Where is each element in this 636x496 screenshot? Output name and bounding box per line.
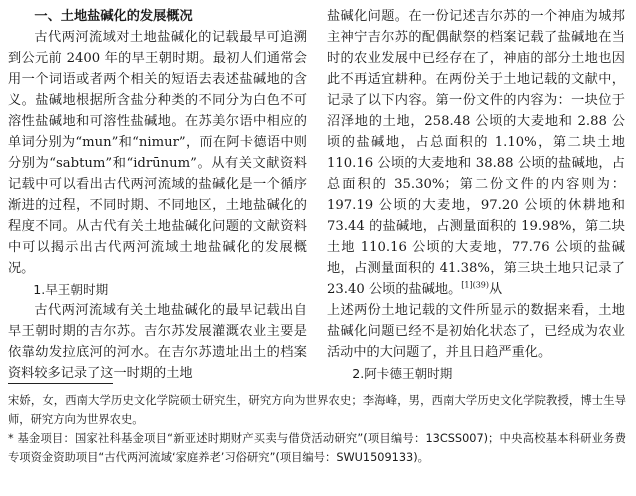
paragraph-records-tail: 从 (489, 282, 503, 297)
citation-marker: [1](39) (461, 280, 490, 290)
left-column (8, 6, 307, 384)
subheading-akkad: 2.阿卡德王朝时期 (352, 366, 453, 381)
footnote-funding: * 基金项目：国家社科基金项目“新亚述时期财产买卖与借贷活动研究”(项目编号：13CSS007)；中央高校基本科研业务费专项资金资助项目“古代两河流域‘家庭养老’习俗研究”(项目编号：SWU1509133)。 (8, 432, 626, 464)
footnote-divider (8, 383, 113, 384)
paragraph-intro: 古代两河流域对土地盐碱化的记载最早可追溯到公元前 2400 年的早王朝时期。最初人们通常会用一个词语或者两个相关的短语去表述盐碱地的含义。盐碱地根据所含盐分种类的不同分为白色不可溶性盐碱地和可溶性盐碱地。在苏美尔语中相应的单词分别为“mun”和“nimur”，而在阿卡德语中则分别为“sabtum”和“idrūnum”。从有关文献资料记载中可以看出古代两河流域的盐碱化是一个循序渐进的过程，不同时期、不同地区，土地盐碱化的程度不同。从古代有关土地盐碱化问题的文献资料中可以揭示出古代两河流域土地盐碱化的发展概况。 (8, 30, 307, 276)
subheading-early-dynastic: 1.早王朝时期 (33, 282, 109, 297)
paragraph-records-text: 盐碱化问题。在一份记述吉尔苏的一个神庙为城邦主神宁吉尔苏的配偶献祭的档案记载了盐碱地在当时的农业发展中已经存在了，神庙的部分土地也因此不再适宜耕种。在两份关于土地记载的文献中，记录了以下内容。第一份文件的内容为：一块位于沼泽地的土地，258.48 公顷的大麦地和 2.88 公顷的盐碱地，占总面积的 1.10%，第二块土地 110.16 公顷的大麦地和 38.88 公顷的盐碱地，占总面积的 35.30%；第二份文件的内容则为：197.19 公顷的大麦地，97.20 公顷的休耕地和 73.44 的盐碱地，占测量面积的 19.98%，第二块土地 110.16 公顷的大麦地，77.76 公顷的盐碱地，占测量面积的 41.38%，第三块土地只记录了 23.40 公顷的盐碱地。 (327, 9, 625, 297)
paragraph-records (327, 6, 625, 300)
paragraph-conclusion: 上述两份土地记载的文件所显示的数据来看，土地盐碱化问题已经不是初始化状态了，已经成为农业活动中的大问题了，并且日趋严重化。 (327, 303, 625, 360)
right-column (327, 6, 625, 384)
footnotes (8, 391, 626, 467)
footnote-authors: 宋娇，女，西南大学历史文化学院硕士研究生，研究方向为世界农史；李海峰，男，西南大学历史文化学院教授，博士生导师，研究方向为世界农史。 (8, 394, 626, 426)
paragraph-girsu: 古代两河流域有关土地盐碱化的最早记载出自早王朝时期的吉尔苏。吉尔苏发展灌溉农业主要是依靠幼发拉底河的河水。在吉尔苏遗址出土的档案资料较多记录了这一时期的土地 (8, 303, 307, 381)
section-heading: 一、土地盐碱化的发展概况 (34, 9, 193, 24)
